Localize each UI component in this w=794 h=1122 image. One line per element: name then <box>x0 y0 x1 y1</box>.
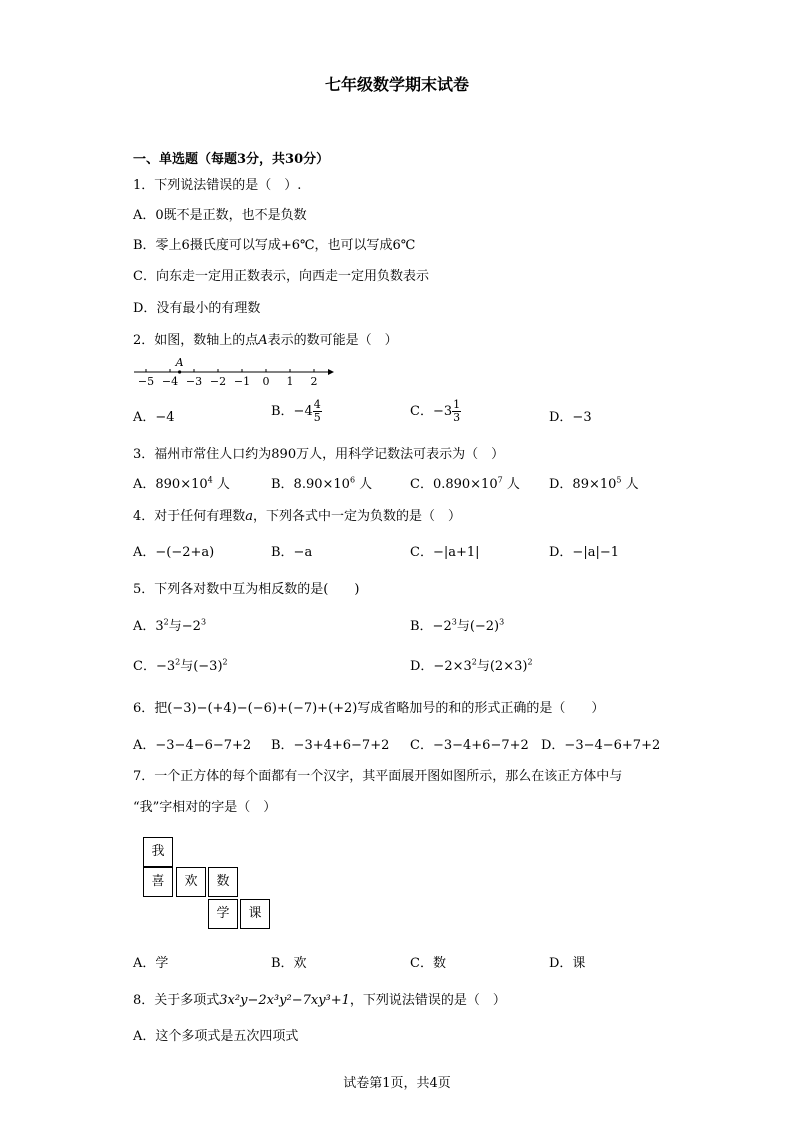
number-line-tick-label: −4 <box>161 375 179 388</box>
q6-option-b: B．−3+4+6−7+2 <box>271 738 390 753</box>
q5-option-a <box>133 615 206 634</box>
number-line-tick-label: −3 <box>185 375 203 388</box>
q7-stem-line2: “我”字相对的字是（ ） <box>133 800 277 815</box>
q3-d-unit: 人 <box>625 477 639 492</box>
q3-a-exp: 4 <box>207 475 213 485</box>
number-line-tick-label: 1 <box>286 375 294 388</box>
q2-option-b-fraction <box>313 399 322 424</box>
q3-option-d <box>549 473 639 492</box>
q5-c-rest: 与(−3) <box>180 659 223 674</box>
number-line <box>130 352 340 390</box>
q5-b-exp: 3 <box>451 617 457 627</box>
q5-stem: 5．下列各对数中互为相反数的是( ) <box>133 582 360 597</box>
q4-stem-var: a <box>245 509 254 524</box>
q5-d-exp2: 2 <box>527 657 533 667</box>
q3-option-a <box>133 473 230 492</box>
q2-stem-text: 2．如图，数轴上的点 <box>133 333 259 348</box>
q2-option-a: A．−4 <box>133 410 175 425</box>
q2-stem-var: A <box>258 333 268 348</box>
q3-c-base: C．0.890×10 <box>410 477 498 492</box>
q4-stem <box>133 505 461 524</box>
number-line-tick-label: 2 <box>310 375 318 388</box>
q1-stem: 1．下列说法错误的是（ ）. <box>133 178 302 193</box>
q3-a-base: A．890×10 <box>133 477 208 492</box>
q2-c-denominator: 3 <box>453 411 461 424</box>
q7-option-b: B．欢 <box>271 956 307 971</box>
q4-stem-end: ，下列各式中一定为负数的是（ ） <box>253 509 462 524</box>
q6-stem: 6．把(−3)−(+4)−(−6)+(−7)+(+2)写成省略加号的和的形式正确的是（ ） <box>133 701 605 716</box>
q5-b-exp2: 3 <box>499 617 505 627</box>
q5-a-base: A．3 <box>133 619 164 634</box>
q8-stem <box>133 989 506 1008</box>
q2-b-numerator: 4 <box>313 398 321 411</box>
q7-stem-line1: 7．一个正方体的每个面都有一个汉字，其平面展开图如图所示，那么在该正方体中与 <box>133 769 623 784</box>
page-title: 七年级数学期末试卷 <box>324 75 469 94</box>
q3-option-b <box>271 473 372 492</box>
q2-b-denominator: 5 <box>313 411 321 424</box>
q3-b-base: B．8.90×10 <box>271 477 350 492</box>
q5-b-rest: 与(−2) <box>456 619 500 634</box>
q2-option-b-prefix: B．−4 <box>271 404 313 419</box>
q5-option-d <box>410 655 533 674</box>
q3-c-unit: 人 <box>506 477 520 492</box>
q3-d-base: D．89×10 <box>549 477 617 492</box>
q6-option-c: C．−3−4+6−7+2 <box>410 738 529 753</box>
q3-c-exp: 7 <box>497 475 503 485</box>
q7-option-a: A．学 <box>133 956 169 971</box>
q6-option-d: D．−3−4−6+7+2 <box>541 738 661 753</box>
net-cell-2: 喜 <box>143 867 173 897</box>
q2-option-c-prefix: C．−3 <box>410 404 453 419</box>
q5-b-base: B．−2 <box>410 619 452 634</box>
q5-c-exp2: 2 <box>222 657 228 667</box>
q7-option-c: C．数 <box>410 956 446 971</box>
q5-a-exp: 2 <box>163 617 169 627</box>
net-cell-6: 课 <box>240 899 270 929</box>
q8-stem-end: ，下列说法错误的是（ ） <box>349 993 506 1008</box>
q2-stem-end: 表示的数可能是（ ） <box>267 333 398 348</box>
number-line-tick-label: 0 <box>262 375 270 388</box>
number-line-tick-label: −5 <box>137 375 155 388</box>
q3-b-unit: 人 <box>359 477 373 492</box>
net-cell-1: 我 <box>143 837 173 867</box>
q6-option-a: A．−3−4−6−7+2 <box>133 738 252 753</box>
q1-option-c: C．向东走一定用正数表示，向西走一定用负数表示 <box>133 269 429 284</box>
net-cell-3: 欢 <box>176 867 206 897</box>
page-footer: 试卷第1页，共4页 <box>343 1076 451 1091</box>
q2-c-numerator: 1 <box>453 398 461 411</box>
q5-a-rest: 与−2 <box>168 619 201 634</box>
q5-d-base: D．−2×3 <box>410 659 472 674</box>
q8-stem-pre: 8．关于多项式 <box>133 993 220 1008</box>
q4-option-c: C．−|a+1| <box>410 545 480 560</box>
q3-option-c <box>410 473 520 492</box>
q5-option-b <box>410 615 504 634</box>
number-line-arrow <box>328 369 334 375</box>
q7-option-d: D．课 <box>549 956 586 971</box>
q3-stem: 3．福州市常住人口约为890万人，用科学记数法可表示为（ ） <box>133 447 505 462</box>
q4-option-a: A．−(−2+a) <box>133 545 215 560</box>
q3-d-exp: 5 <box>616 475 622 485</box>
net-cell-5: 学 <box>208 899 238 929</box>
q5-d-rest: 与(2×3) <box>476 659 528 674</box>
q4-option-d: D．−|a|−1 <box>549 545 619 560</box>
point-a-label: A <box>175 356 184 369</box>
q3-b-exp: 6 <box>349 475 356 485</box>
q1-option-d: D．没有最小的有理数 <box>133 301 261 316</box>
q2-stem <box>133 329 398 348</box>
q5-d-exp: 2 <box>471 657 477 667</box>
q5-c-base: C．−3 <box>133 659 176 674</box>
point-a-dot <box>178 370 181 373</box>
q2-option-b <box>271 399 322 424</box>
q4-option-b: B．−a <box>271 545 313 560</box>
section-heading: 一、单选题（每题3分，共30分） <box>133 152 330 167</box>
net-cell-4: 数 <box>208 867 238 897</box>
q2-option-c <box>410 399 461 424</box>
q8-option-a: A．这个多项式是五次四项式 <box>133 1029 299 1044</box>
number-line-tick-label: −1 <box>233 375 251 388</box>
q2-option-c-fraction <box>452 399 461 424</box>
number-line-tick-label: −2 <box>209 375 227 388</box>
q5-c-exp: 2 <box>175 657 181 667</box>
q1-option-a: A．0既不是正数，也不是负数 <box>133 208 307 223</box>
q4-stem-text: 4．对于任何有理数 <box>133 509 246 524</box>
q8-stem-expr: 3x²y−2x³y²−7xy³+1 <box>219 993 350 1008</box>
q3-a-unit: 人 <box>216 477 230 492</box>
q2-option-d: D．−3 <box>549 410 592 425</box>
q5-a-exp2: 3 <box>200 617 207 627</box>
q1-option-b: B．零上6摄氏度可以写成+6℃，也可以写成6℃ <box>133 238 416 253</box>
q5-option-c <box>133 655 228 674</box>
